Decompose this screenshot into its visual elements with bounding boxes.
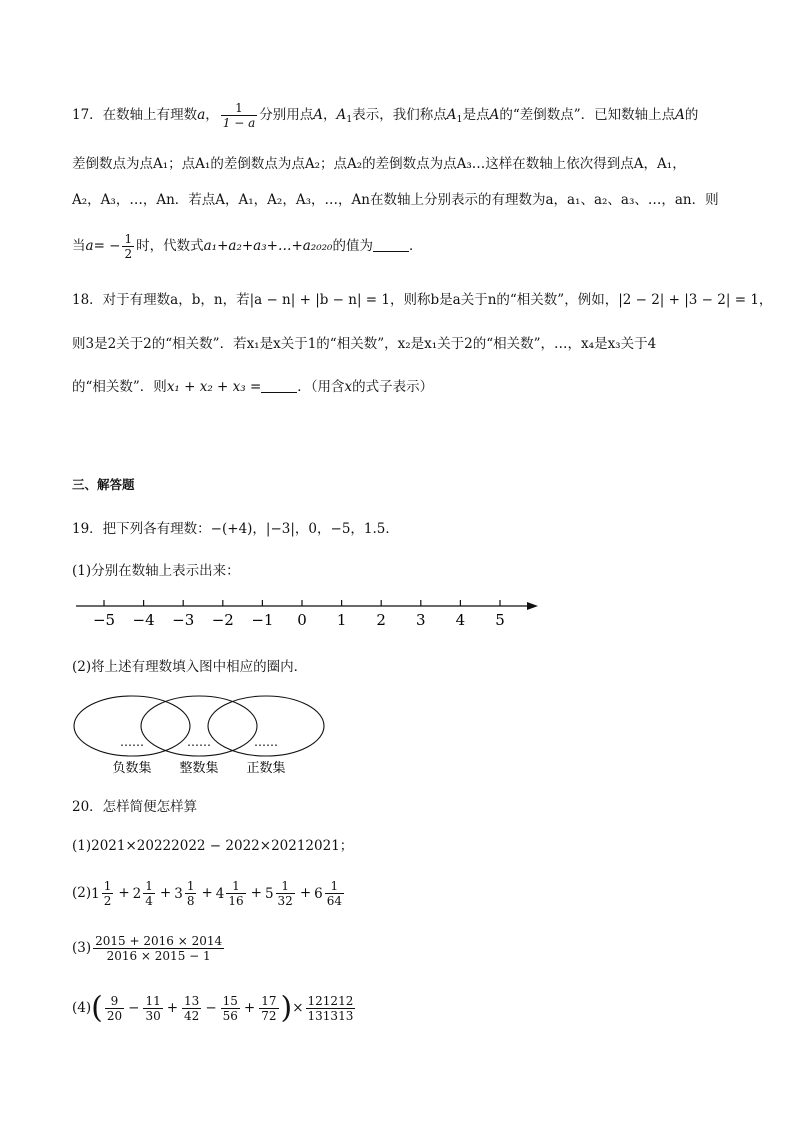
numerator: 15 xyxy=(222,994,238,1008)
denominator: 20 xyxy=(106,1009,123,1023)
q20-part-1: (1)2021×20222022 − 2022×20212021； xyxy=(72,838,354,854)
number-line-tick-label: −2 xyxy=(211,611,234,629)
number-line-tick-label: 0 xyxy=(297,611,307,629)
q17-line-4: 当a= − $\frac{1}{2}$ 时，代数式a₁+a₂+a₃+…+a₂₀₂₀的值为 ． xyxy=(72,232,423,261)
fraction-part xyxy=(102,879,114,908)
q18-answer-blank[interactable] xyxy=(261,378,297,393)
q17-line-1: 17．在数轴上有理数a， $\frac{1}{1 - a}$ 分别用点A，$A_1$表示，我们称点$A_1$是点A的“差倒数点”．已知数轴上点A的 xyxy=(72,101,699,130)
venn-dots: …… xyxy=(187,735,211,749)
number-line-tick-label: 4 xyxy=(455,611,466,629)
fraction-part xyxy=(276,879,295,908)
number-line-tick-label: −5 xyxy=(92,611,116,629)
operator: − xyxy=(205,1000,217,1016)
q20-part-3: (3) $\frac{2015 + 2016 \times 2014}{2016 \times 2015 - 1}$ xyxy=(72,934,223,963)
q17-line-2: 差倒数点为点A₁；点A₁的差倒数点为点A₂；点A₂的差倒数点为点A₃…这样在数轴上依次得到点A，A₁， xyxy=(72,156,686,172)
fraction-part xyxy=(226,879,245,908)
numerator: 1 xyxy=(145,879,153,893)
q19-part-1: (1)分别在数轴上表示出来： xyxy=(72,563,240,579)
mixed-number xyxy=(174,878,198,910)
plus-sign: + xyxy=(201,885,213,901)
q20-part-3-fraction: $\frac{2015 + 2016 \times 2014}{2016 \times 2015 - 1}$ xyxy=(95,934,223,963)
number-line-tick-label: −3 xyxy=(172,611,195,629)
q20-part-2-terms xyxy=(91,879,346,908)
fraction-part xyxy=(185,879,197,908)
fraction-term xyxy=(221,994,240,1023)
denominator: 42 xyxy=(184,1009,200,1023)
venn-dots: …… xyxy=(254,735,278,749)
mixed-number xyxy=(216,878,248,910)
whole-part: 6 xyxy=(314,885,323,902)
q17-line-3: A₂，A₃，…，An．若点A，A₁，A₂，A₃，…，An在数轴上分别表示的有理数为a，a₁、a₂、a₃、…，an．则 xyxy=(72,192,719,208)
mixed-number xyxy=(265,878,297,910)
q17-fraction: $\frac{1}{1 - a}$ xyxy=(222,101,256,130)
right-paren: ) xyxy=(280,990,293,1026)
numerator: 17 xyxy=(261,994,277,1008)
venn-label: 正数集 xyxy=(246,761,286,776)
denominator: 4 xyxy=(145,894,153,908)
mixed-number xyxy=(91,878,115,910)
left-paren: ( xyxy=(91,990,103,1026)
denominator: 8 xyxy=(186,894,195,908)
venn-label: 负数集 xyxy=(112,761,152,776)
q17-half-fraction: $\frac{1}{2}$ xyxy=(124,232,133,261)
fraction-part xyxy=(325,879,344,908)
number-line-ticks xyxy=(93,600,505,629)
venn-label: 整数集 xyxy=(179,761,219,776)
number-line-arrow-icon xyxy=(527,602,538,610)
venn-dots: …… xyxy=(120,735,144,749)
denominator: 32 xyxy=(277,894,293,908)
q20-stem: 20．怎样简便怎样算 xyxy=(72,799,198,815)
venn-diagram xyxy=(72,694,332,778)
number-line-tick-label: −1 xyxy=(251,611,274,629)
whole-part: 4 xyxy=(215,885,225,902)
denominator: 30 xyxy=(145,1009,161,1023)
numerator: 9 xyxy=(105,994,124,1009)
number-line-tick-label: 1 xyxy=(336,611,347,629)
numerator: 11 xyxy=(145,994,161,1008)
denominator: 2 xyxy=(103,894,112,908)
numerator: 1 xyxy=(325,879,344,894)
fraction-term xyxy=(259,994,278,1023)
denominator: 16 xyxy=(228,894,244,908)
whole-part: 1 xyxy=(91,885,100,902)
operator: + xyxy=(166,1000,179,1016)
fraction-term xyxy=(105,994,124,1023)
section-title: 三、解答题 xyxy=(72,477,135,492)
whole-part: 5 xyxy=(264,885,274,902)
numerator: 1 xyxy=(276,879,295,894)
q20-part-4-final-fraction: $\frac{121212}{131313}$ xyxy=(307,994,354,1023)
q18-line-1: 18．对于有理数a，b，n，若|a − n| + |b − n| = 1，则称b是a关于n的“相关数”，例如，|2 − 2| + |3 − 2| = 1， xyxy=(72,292,773,308)
number-line-tick-label: 3 xyxy=(416,611,426,629)
numerator: 1 xyxy=(186,879,195,893)
number-line xyxy=(72,592,542,632)
operator: − xyxy=(128,1000,140,1016)
fraction-part xyxy=(143,879,155,908)
numerator: 13 xyxy=(184,994,200,1008)
q19-stem: 19．把下列各有理数：−(+4)，|−3|，0，−5，1.5． xyxy=(72,521,399,537)
plus-sign: + xyxy=(159,885,172,901)
fraction-term xyxy=(143,994,162,1023)
q17-answer-blank[interactable] xyxy=(373,237,409,252)
numerator: 1 xyxy=(226,879,245,894)
denominator: 56 xyxy=(222,1009,238,1023)
q18-line-2: 则3是2关于2的“相关数”．若x₁是x关于1的“相关数”，x₂是x₁关于2的“相关数”，…，x₄是x₃关于4 xyxy=(72,336,657,352)
q19-part-2: (2)将上述有理数填入图中相应的圈内． xyxy=(72,659,308,675)
q20-part-4: (4)( $\frac{9}{20}$ − $\frac{11}{30}$ + $\frac{13}{42}$ − $\frac{15}{56}$ + $\frac{17}{72}$ )× $\frac{121212}{131313}$ xyxy=(72,990,354,1026)
mixed-number xyxy=(133,878,157,910)
number-line-tick-label: 5 xyxy=(495,611,505,629)
fraction-term xyxy=(182,994,201,1023)
operator: + xyxy=(243,1000,256,1016)
number-line-tick-label: −4 xyxy=(132,611,155,629)
denominator: 64 xyxy=(326,894,343,908)
whole-part: 3 xyxy=(174,885,183,902)
plus-sign: + xyxy=(250,885,262,901)
q18-line-3: 的“相关数”．则x₁ + x₂ + x₃ = ．（用含x的式子表示） xyxy=(72,379,434,395)
q20-part-2: (2) 1 $\frac{1}{2}$ + 2 $\frac{1}{4}$ + 3 $\frac{1}{8}$ + 4 $\frac{1}{16}$ + 5 $\frac{1}{32}$ + 6 $\frac{1}{64}$ xyxy=(72,877,346,910)
mixed-number xyxy=(314,878,346,910)
plus-sign: + xyxy=(118,885,130,901)
numerator: 1 xyxy=(103,879,112,893)
plus-sign: + xyxy=(299,885,312,901)
denominator: 72 xyxy=(261,1009,277,1023)
number-line-tick-label: 2 xyxy=(376,611,386,629)
whole-part: 2 xyxy=(132,885,142,902)
